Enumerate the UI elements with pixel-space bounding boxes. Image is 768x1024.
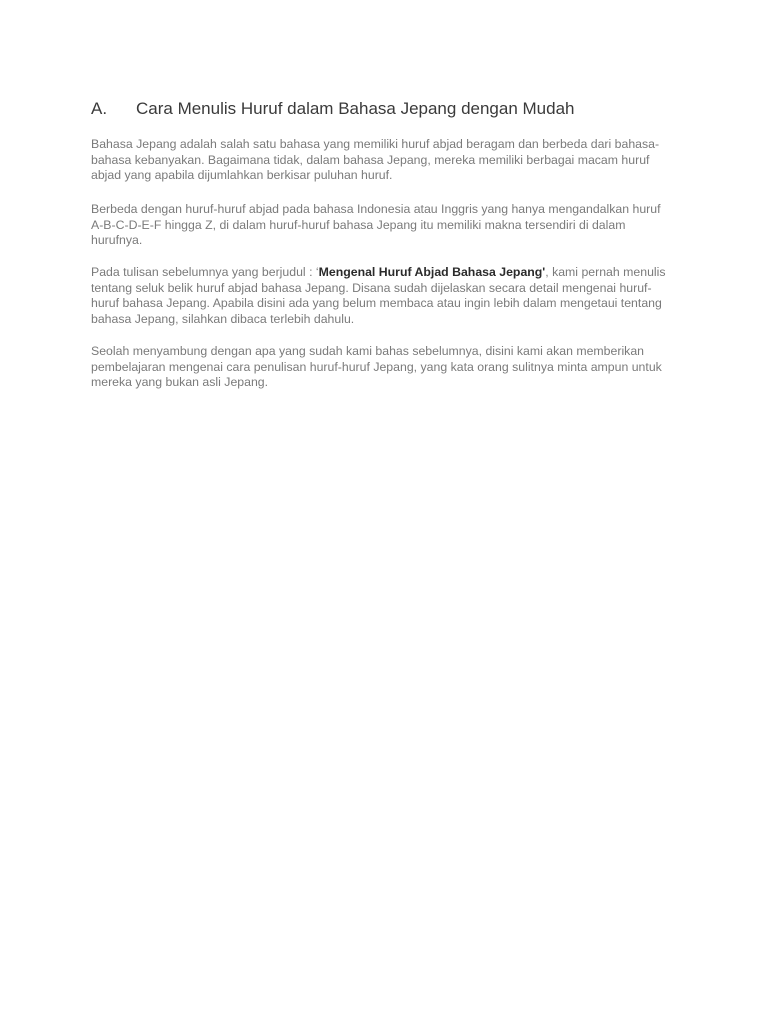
section-number: A. bbox=[91, 99, 108, 118]
paragraph-4 bbox=[91, 344, 691, 391]
paragraph-3 bbox=[91, 265, 691, 327]
paragraph-line: abjad yang apabila dijumlahkan berkisar puluhan huruf. bbox=[91, 168, 393, 183]
section-title: Cara Menulis Huruf dalam Bahasa Jepang dengan Mudah bbox=[136, 99, 575, 118]
paragraph-line: huruf bahasa Jepang. Apabila disini ada yang belum membaca atau ingin lebih dalam mengetaui tentang bbox=[91, 296, 662, 311]
paragraph-line bbox=[91, 265, 691, 281]
section-heading bbox=[91, 98, 691, 120]
paragraph-line: Bahasa Jepang adalah salah satu bahasa yang memiliki huruf abjad beragam dan berbeda dari bahasa- bbox=[91, 137, 660, 151]
paragraph-line: pembelajaran mengenai cara penulisan huruf-huruf Jepang, yang kata orang sulitnya minta ampun untuk bbox=[91, 359, 662, 374]
paragraph-line: A-B-C-D-E-F hingga Z, di dalam huruf-huruf bahasa Jepang itu memiliki makna tersendiri di dalam bbox=[91, 217, 626, 232]
paragraph-text: , kami pernah menulis bbox=[545, 265, 666, 279]
paragraph-line: bahasa kebanyakan. Bagaimana tidak, dalam bahasa Jepang, mereka memiliki berbagai macam huruf bbox=[91, 152, 650, 167]
paragraph-line: tentang seluk belik huruf abjad bahasa Jepang. Disana sudah dijelaskan secara detail mengenai huruf- bbox=[91, 280, 652, 295]
paragraph-line: mereka yang bukan asli Jepang. bbox=[91, 375, 269, 390]
paragraph-2 bbox=[91, 202, 691, 249]
article-reference: Mengenal Huruf Abjad Bahasa Jepang' bbox=[318, 265, 546, 279]
paragraph-1 bbox=[91, 137, 691, 184]
paragraph-line: Berbeda dengan huruf-huruf abjad pada bahasa Indonesia atau Inggris yang hanya mengandalkan huruf bbox=[91, 202, 661, 216]
paragraph-text: Pada tulisan sebelumnya yang berjudul : ‘ bbox=[91, 265, 319, 279]
paragraph-line: hurufnya. bbox=[91, 233, 143, 248]
paragraph-line: Seolah menyambung dengan apa yang sudah kami bahas sebelumnya, disini kami akan memberikan bbox=[91, 344, 645, 358]
paragraph-line: bahasa Jepang, silahkan dibaca terlebih dahulu. bbox=[91, 311, 355, 326]
